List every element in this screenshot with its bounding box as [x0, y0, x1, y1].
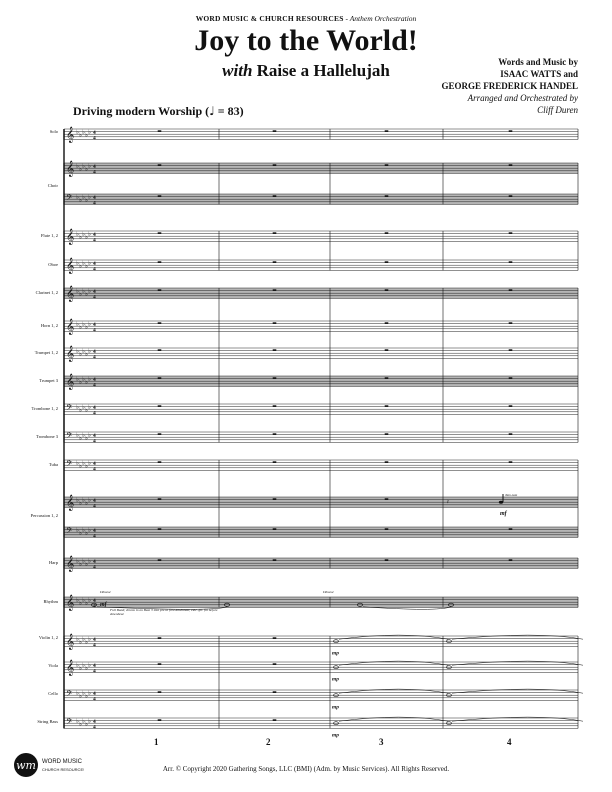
- treble-clef-icon: 𝄞: [66, 286, 75, 302]
- treble-clef-icon: 𝄞: [66, 660, 75, 676]
- measure-rest: [273, 349, 277, 351]
- flat-icon: ♭: [76, 129, 79, 136]
- measure-rest: [158, 528, 162, 530]
- time-sig-bottom: 4: [93, 237, 96, 244]
- measure-rest: [385, 559, 389, 561]
- measure-rest: [273, 498, 277, 500]
- flat-icon: ♭: [85, 132, 88, 139]
- flat-icon: ♭: [82, 718, 85, 725]
- treble-clef-icon: 𝄞: [66, 319, 75, 335]
- treble-clef-icon: 𝄞: [66, 258, 75, 274]
- measure-number: 1: [154, 737, 159, 747]
- measure-rest: [509, 289, 513, 291]
- flat-icon: ♭: [76, 231, 79, 238]
- time-sig-top: 4: [93, 261, 96, 267]
- flat-icon: ♭: [82, 404, 85, 411]
- flat-icon: ♭: [82, 129, 85, 136]
- instrument-label: Rhythm: [43, 599, 58, 604]
- flat-icon: ♭: [82, 460, 85, 467]
- time-sig-bottom: 4: [93, 410, 96, 417]
- bass-clef-icon: 𝄢: [66, 460, 73, 471]
- string-dynamic: mp: [332, 650, 340, 657]
- flat-icon: ♭: [82, 194, 85, 201]
- logo-mark: wm: [16, 759, 36, 772]
- flat-icon: ♭: [85, 600, 88, 607]
- measure-rest: [385, 377, 389, 379]
- time-sig-top: 4: [93, 598, 96, 604]
- measure-rest: [158, 405, 162, 407]
- measure-rest: [509, 261, 513, 263]
- measure-rest: [385, 130, 389, 132]
- publisher-name: WORD MUSIC & CHURCH RESOURCES: [195, 14, 344, 23]
- rhythm-note: Full Band; drums in on Beat 3 into pre to first downbeat; elec. gtr. fill before downbeat: [110, 608, 218, 616]
- rhythm-chord-2: Dbsus4: [323, 590, 334, 594]
- measure-rest: [273, 663, 277, 665]
- measure-rest: [385, 433, 389, 435]
- flat-icon: ♭: [85, 407, 88, 414]
- bass-clef-icon: 𝄢: [66, 527, 73, 538]
- measure-rest: [158, 232, 162, 234]
- time-sig-bottom: 4: [93, 564, 96, 571]
- measure-rest: [273, 461, 277, 463]
- flat-icon: ♭: [85, 463, 88, 470]
- flat-icon: ♭: [85, 721, 88, 728]
- time-sig-top: 4: [93, 405, 96, 411]
- measure-rest: [273, 433, 277, 435]
- measure-rest: [273, 289, 277, 291]
- logo-icon: [12, 750, 84, 782]
- flat-icon: ♭: [79, 435, 82, 442]
- treble-clef-icon: 𝄞: [66, 346, 75, 362]
- treble-clef-icon: 𝄞: [66, 634, 75, 650]
- rhythm-chord-1: Dbsus4: [100, 590, 111, 594]
- perc-dynamic: mf: [500, 511, 507, 517]
- measure-number: 4: [507, 737, 512, 747]
- measure-rest: [509, 461, 513, 463]
- flat-icon: ♭: [88, 432, 91, 439]
- percussion-note: Tam-tam: [505, 493, 518, 497]
- flat-icon: ♭: [82, 348, 85, 355]
- time-sig-top: 4: [93, 637, 96, 643]
- flat-icon: ♭: [85, 561, 88, 568]
- flat-icon: ♭: [79, 351, 82, 358]
- treble-clef-icon: 𝄞: [66, 556, 75, 572]
- flat-icon: ♭: [79, 291, 82, 298]
- flat-icon: ♭: [76, 558, 79, 565]
- time-sig-top: 4: [93, 461, 96, 467]
- flat-icon: ♭: [88, 163, 91, 170]
- flat-icon: ♭: [85, 435, 88, 442]
- flat-icon: ♭: [82, 231, 85, 238]
- measure-rest: [158, 322, 162, 324]
- measure-rest: [273, 322, 277, 324]
- flat-icon: ♭: [76, 718, 79, 725]
- flat-icon: ♭: [85, 665, 88, 672]
- time-sig-top: 4: [93, 528, 96, 534]
- treble-clef-icon: 𝄞: [66, 229, 75, 245]
- flat-icon: ♭: [85, 639, 88, 646]
- flat-icon: ♭: [82, 376, 85, 383]
- time-sig-bottom: 4: [93, 200, 96, 207]
- time-sig-top: 4: [93, 559, 96, 565]
- instrument-label: Solo: [49, 129, 58, 134]
- flat-icon: ♭: [82, 690, 85, 697]
- instrument-label: Viola: [48, 663, 58, 668]
- flat-icon: ♭: [82, 497, 85, 504]
- flat-icon: ♭: [82, 662, 85, 669]
- flat-icon: ♭: [79, 166, 82, 173]
- measure-rest: [385, 195, 389, 197]
- flat-icon: ♭: [85, 291, 88, 298]
- measure-rest: [273, 559, 277, 561]
- flat-icon: ♭: [88, 348, 91, 355]
- treble-clef-icon: 𝄞: [66, 595, 75, 611]
- measure-rest: [509, 349, 513, 351]
- flat-icon: ♭: [85, 379, 88, 386]
- measure-rest: [158, 261, 162, 263]
- flat-icon: ♭: [79, 721, 82, 728]
- measure-rest: [158, 498, 162, 500]
- logo-line-2: CHURCH RESOURCES: [42, 767, 84, 772]
- measure-rest: [273, 377, 277, 379]
- time-sig-top: 4: [93, 349, 96, 355]
- instrument-label: Horn 1, 2: [40, 323, 58, 328]
- measure-rest: [509, 130, 513, 132]
- measure-rest: [385, 232, 389, 234]
- credits-arranger: Cliff Duren: [537, 105, 578, 115]
- flat-icon: ♭: [88, 597, 91, 604]
- measure-rest: [158, 719, 162, 721]
- bass-clef-icon: 𝄢: [66, 690, 73, 701]
- instrument-label: Violin 1, 2: [38, 635, 58, 640]
- flat-icon: ♭: [76, 163, 79, 170]
- instrument-label: Oboe: [48, 262, 58, 267]
- flat-icon: ♭: [82, 597, 85, 604]
- treble-clef-icon: 𝄞: [66, 127, 75, 143]
- flat-icon: ♭: [82, 432, 85, 439]
- word-music-logo: [12, 750, 84, 782]
- quarter-note-icon: ♩: [209, 104, 215, 118]
- measure-rest: [273, 261, 277, 263]
- time-sig-bottom: 4: [93, 382, 96, 389]
- measure-rest: [509, 322, 513, 324]
- flat-icon: ♭: [79, 263, 82, 270]
- flat-icon: ♭: [76, 460, 79, 467]
- measure-rest: [158, 289, 162, 291]
- measure-rest: [273, 528, 277, 530]
- note-head: [499, 501, 503, 504]
- flat-icon: ♭: [88, 662, 91, 669]
- time-sig-bottom: 4: [93, 354, 96, 361]
- time-sig-top: 4: [93, 719, 96, 725]
- flat-icon: ♭: [79, 693, 82, 700]
- edition-label: - Anthem Orchestration: [345, 14, 417, 23]
- flat-icon: ♭: [88, 460, 91, 467]
- flat-icon: ♭: [76, 348, 79, 355]
- time-sig-top: 4: [93, 289, 96, 295]
- time-sig-bottom: 4: [93, 169, 96, 176]
- string-dynamic: mp: [332, 732, 340, 739]
- time-sig-top: 4: [93, 232, 96, 238]
- flat-icon: ♭: [88, 231, 91, 238]
- measure-rest: [158, 130, 162, 132]
- measure-number: 3: [379, 737, 384, 747]
- time-sig-bottom: 4: [93, 327, 96, 334]
- flat-icon: ♭: [76, 404, 79, 411]
- song-title: Joy to the World!: [194, 24, 418, 57]
- measure-rest: [273, 164, 277, 166]
- rest: 𝄽: [447, 500, 449, 507]
- measure-rest: [273, 232, 277, 234]
- flat-icon: ♭: [88, 497, 91, 504]
- flat-icon: ♭: [76, 497, 79, 504]
- measure-rest: [158, 691, 162, 693]
- measure-rest: [158, 349, 162, 351]
- flat-icon: ♭: [85, 693, 88, 700]
- measure-rest: [385, 405, 389, 407]
- credits-words-music: Words and Music by: [498, 57, 578, 67]
- string-dynamic: mp: [332, 676, 340, 683]
- flat-icon: ♭: [88, 376, 91, 383]
- flat-icon: ♭: [79, 324, 82, 331]
- time-sig-bottom: 4: [93, 533, 96, 540]
- tempo-text: Driving modern Worship (: [73, 104, 210, 118]
- time-sig-bottom: 4: [93, 696, 96, 703]
- measure-rest: [273, 637, 277, 639]
- flat-icon: ♭: [88, 718, 91, 725]
- measure-rest: [158, 164, 162, 166]
- measure-rest: [385, 322, 389, 324]
- measure-rest: [158, 195, 162, 197]
- instrument-label: Trombone 3: [36, 434, 58, 439]
- flat-icon: ♭: [88, 558, 91, 565]
- time-sig-bottom: 4: [93, 266, 96, 273]
- flat-icon: ♭: [85, 234, 88, 241]
- flat-icon: ♭: [85, 166, 88, 173]
- flat-icon: ♭: [76, 636, 79, 643]
- flat-icon: ♭: [79, 379, 82, 386]
- flat-icon: ♭: [85, 324, 88, 331]
- flat-icon: ♭: [88, 527, 91, 534]
- flat-icon: ♭: [76, 527, 79, 534]
- flat-icon: ♭: [79, 639, 82, 646]
- flat-icon: ♭: [88, 404, 91, 411]
- subtitle-rest: Raise a Hallelujah: [256, 61, 390, 80]
- flat-icon: ♭: [76, 376, 79, 383]
- bass-clef-icon: 𝄢: [66, 404, 73, 415]
- time-sig-bottom: 4: [93, 668, 96, 675]
- measure-rest: [385, 461, 389, 463]
- time-sig-bottom: 4: [93, 135, 96, 142]
- instrument-label: Trumpet 1, 2: [34, 350, 58, 355]
- measure-rest: [509, 559, 513, 561]
- measure-rest: [385, 349, 389, 351]
- measure-rest: [158, 377, 162, 379]
- flat-icon: ♭: [82, 163, 85, 170]
- measure-number: 2: [266, 737, 271, 747]
- time-sig-bottom: 4: [93, 503, 96, 510]
- bass-clef-icon: 𝄢: [66, 718, 73, 729]
- time-sig-top: 4: [93, 130, 96, 136]
- time-sig-bottom: 4: [93, 294, 96, 301]
- bass-clef-icon: 𝄢: [66, 194, 73, 205]
- measure-rest: [158, 433, 162, 435]
- time-sig-top: 4: [93, 164, 96, 170]
- flat-icon: ♭: [79, 132, 82, 139]
- time-sig-bottom: 4: [93, 603, 96, 610]
- measure-rest: [509, 528, 513, 530]
- flat-icon: ♭: [85, 351, 88, 358]
- bass-clef-icon: 𝄢: [66, 432, 73, 443]
- flat-icon: ♭: [88, 288, 91, 295]
- instrument-label: Percussion 1, 2: [30, 513, 58, 518]
- flat-icon: ♭: [88, 690, 91, 697]
- flat-icon: ♭: [76, 597, 79, 604]
- instrument-label: Cello: [48, 691, 58, 696]
- measure-rest: [509, 232, 513, 234]
- measure-rest: [385, 498, 389, 500]
- tempo-value: = 83): [217, 104, 244, 118]
- measure-rest: [385, 289, 389, 291]
- time-sig-bottom: 4: [93, 438, 96, 445]
- flat-icon: ♭: [79, 197, 82, 204]
- flat-icon: ♭: [82, 558, 85, 565]
- flat-icon: ♭: [76, 194, 79, 201]
- time-sig-top: 4: [93, 433, 96, 439]
- flat-icon: ♭: [79, 665, 82, 672]
- credits-composer-2: GEORGE FREDERICK HANDEL: [441, 81, 578, 91]
- flat-icon: ♭: [76, 288, 79, 295]
- instrument-label: Choir: [47, 183, 58, 188]
- subtitle-with: with: [222, 61, 253, 80]
- measure-rest: [158, 461, 162, 463]
- instrument-label: Trombone 1, 2: [31, 406, 58, 411]
- treble-clef-icon: 𝄞: [66, 374, 75, 390]
- instrument-label: Harp: [49, 560, 58, 565]
- time-sig-top: 4: [93, 691, 96, 697]
- measure-rest: [273, 691, 277, 693]
- flat-icon: ♭: [88, 636, 91, 643]
- flat-icon: ♭: [85, 263, 88, 270]
- time-sig-bottom: 4: [93, 724, 96, 731]
- flat-icon: ♭: [82, 321, 85, 328]
- flat-icon: ♭: [85, 197, 88, 204]
- flat-icon: ♭: [88, 194, 91, 201]
- flat-icon: ♭: [79, 600, 82, 607]
- measure-rest: [273, 195, 277, 197]
- flat-icon: ♭: [82, 288, 85, 295]
- flat-icon: ♭: [76, 260, 79, 267]
- flat-icon: ♭: [79, 561, 82, 568]
- measure-rest: [273, 130, 277, 132]
- flat-icon: ♭: [76, 662, 79, 669]
- flat-icon: ♭: [79, 463, 82, 470]
- flat-icon: ♭: [79, 234, 82, 241]
- credits-composer-1: ISAAC WATTS and: [500, 69, 578, 79]
- flat-icon: ♭: [76, 690, 79, 697]
- flat-icon: ♭: [82, 636, 85, 643]
- flat-icon: ♭: [76, 321, 79, 328]
- flat-icon: ♭: [76, 432, 79, 439]
- flat-icon: ♭: [79, 530, 82, 537]
- measure-rest: [509, 195, 513, 197]
- instrument-label: Tuba: [48, 462, 58, 467]
- flat-icon: ♭: [79, 407, 82, 414]
- treble-clef-icon: 𝄞: [66, 495, 75, 511]
- measure-rest: [509, 164, 513, 166]
- measure-rest: [509, 377, 513, 379]
- measure-rest: [273, 405, 277, 407]
- measure-rest: [158, 663, 162, 665]
- flat-icon: ♭: [88, 321, 91, 328]
- flat-icon: ♭: [85, 500, 88, 507]
- credits-arranged: Arranged and Orchestrated by: [467, 93, 578, 103]
- time-sig-top: 4: [93, 663, 96, 669]
- flat-icon: ♭: [88, 260, 91, 267]
- logo-line-1: WORD MUSIC: [42, 759, 82, 765]
- time-sig-bottom: 4: [93, 466, 96, 473]
- instrument-label: Trumpet 3: [39, 378, 58, 383]
- flat-icon: ♭: [79, 500, 82, 507]
- treble-clef-icon: 𝄞: [66, 161, 75, 177]
- measure-rest: [509, 405, 513, 407]
- measure-rest: [158, 637, 162, 639]
- measure-rest: [385, 261, 389, 263]
- time-sig-top: 4: [93, 377, 96, 383]
- time-sig-bottom: 4: [93, 642, 96, 649]
- flat-icon: ♭: [85, 530, 88, 537]
- time-sig-top: 4: [93, 195, 96, 201]
- instrument-label: String Bass: [37, 719, 58, 724]
- string-dynamic: mp: [332, 704, 340, 711]
- copyright-notice: Arr. © Copyright 2020 Gathering Songs, LLC (BMI) (Adm. by Music Services). All Rights Reserved.: [162, 765, 450, 773]
- instrument-label: Clarinet 1, 2: [35, 290, 58, 295]
- time-sig-top: 4: [93, 498, 96, 504]
- measure-rest: [385, 164, 389, 166]
- rhythm-dynamic: mf: [100, 602, 107, 608]
- measure-rest: [509, 433, 513, 435]
- measure-rest: [273, 719, 277, 721]
- flat-icon: ♭: [82, 260, 85, 267]
- measure-rest: [158, 559, 162, 561]
- flat-icon: ♭: [82, 527, 85, 534]
- flat-icon: ♭: [88, 129, 91, 136]
- measure-rest: [385, 528, 389, 530]
- instrument-label: Flute 1, 2: [40, 233, 58, 238]
- time-sig-top: 4: [93, 322, 96, 328]
